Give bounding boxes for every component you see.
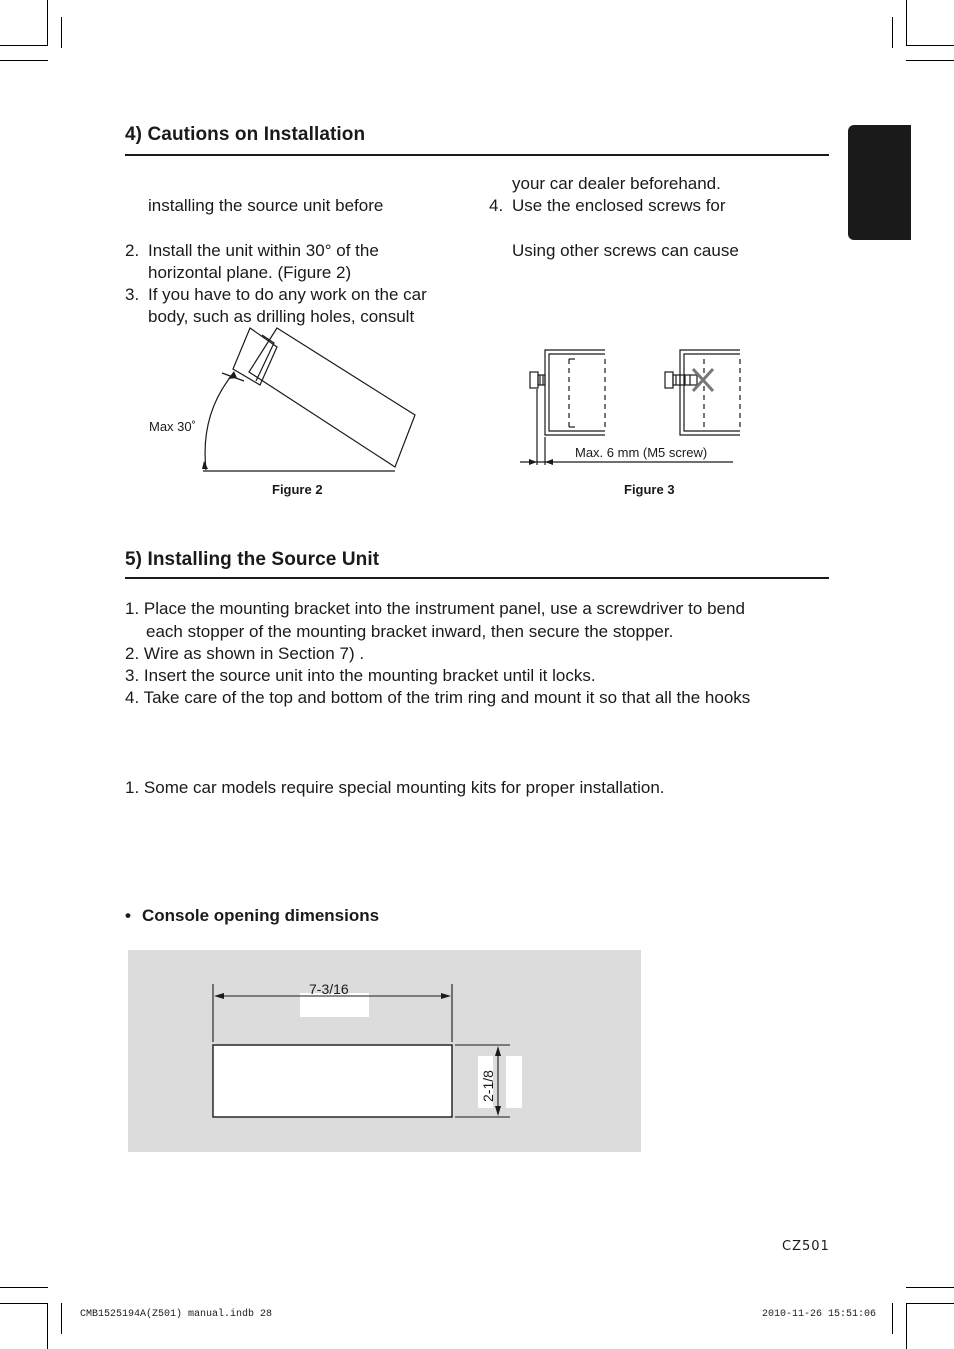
figure2-angle-label: Max 30˚ [149, 419, 196, 434]
figure3-label: Max. 6 mm (M5 screw) [575, 445, 708, 460]
list-item: 1. Place the mounting bracket into the instrument panel, use a screwdriver to bend [125, 599, 745, 618]
figure2-caption: Figure 2 [272, 482, 323, 497]
text-line: Using other screws can cause [512, 241, 739, 260]
text-line: Use the enclosed screws for [512, 196, 726, 215]
list-item: 4. Take care of the top and bottom of the trim ring and mount it so that all the hooks [125, 688, 751, 707]
width-dimension-label: 7-3/16 [309, 981, 349, 997]
section4-title: 4) Cautions on Installation [125, 124, 366, 145]
list-number: 2. [125, 241, 140, 260]
section5-title: 5) Installing the Source Unit [125, 549, 380, 570]
list-item: 3. Insert the source unit into the mounting bracket until it locks. [125, 666, 596, 685]
figure3-caption: Figure 3 [624, 482, 675, 497]
list-number: 3. [125, 285, 140, 304]
figure2-angle-diagram [140, 325, 430, 485]
list-number: 4. [489, 196, 504, 215]
model-number: CZ501 [782, 1239, 830, 1254]
section4-rule [125, 154, 829, 156]
text-line: If you have to do any work on the car [148, 285, 427, 304]
language-tab [848, 125, 911, 240]
bullet: • [125, 906, 131, 925]
text-line: your car dealer beforehand. [512, 174, 721, 193]
height-dimension-label: 2-1/8 [480, 1070, 496, 1102]
section5-rule [125, 577, 829, 579]
console-heading: Console opening dimensions [142, 906, 380, 925]
text-line: body, such as drilling holes, consult [148, 307, 415, 326]
note-item: 1. Some car models require special mounting kits for proper installation. [125, 778, 665, 797]
console-dimensions-diagram [128, 950, 641, 1152]
text-line: Install the unit within 30° of the [148, 241, 379, 260]
list-item: each stopper of the mounting bracket inward, then secure the stopper. [146, 622, 674, 641]
footer-timestamp: 2010-11-26 15:51:06 [762, 1309, 877, 1320]
list-item: 2. Wire as shown in Section 7) . [125, 644, 365, 663]
footer-file-name: CMB1525194A(Z501) manual.indb 28 [80, 1309, 273, 1320]
text-line: installing the source unit before [148, 196, 384, 215]
text-line: horizontal plane. (Figure 2) [148, 263, 352, 282]
